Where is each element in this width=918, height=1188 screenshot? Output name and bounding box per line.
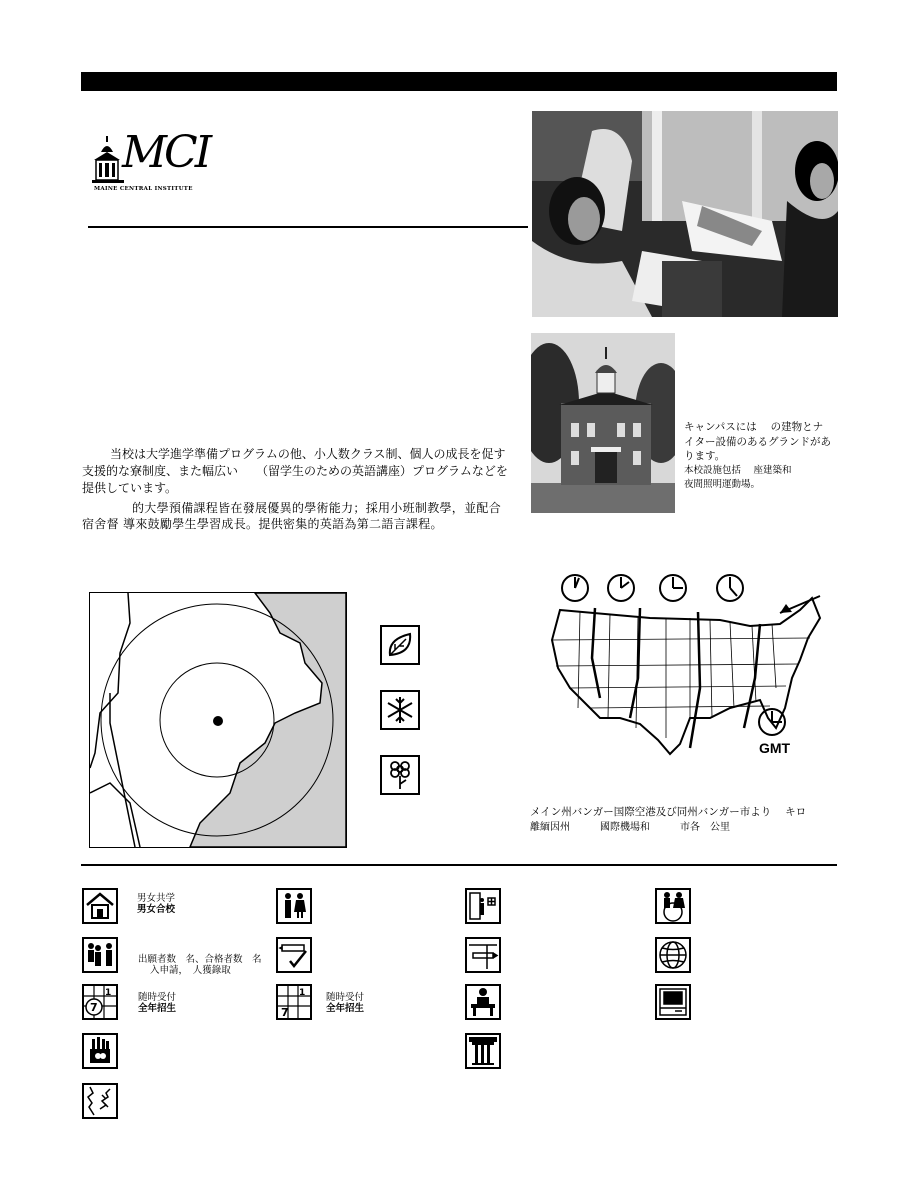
caption-zh-line1: 本校設施包括 座建築和 — [684, 464, 792, 476]
column-pillar-icon — [465, 1033, 501, 1069]
location-map — [89, 592, 347, 848]
computer-icon — [655, 984, 691, 1020]
rolling2-label — [326, 992, 364, 1014]
globe-people-icon — [655, 888, 691, 924]
svg-text:1: 1 — [105, 988, 112, 998]
calendar2-icon — [276, 984, 312, 1020]
divider — [88, 226, 528, 228]
intro-jp-text: 当校は大学進学準備プログラムの他、小人数クラス制、個人の成長を促す支援的な寮制度、また幅広い （留学生のための英語講座）プログラムなどを提供しています。 — [82, 447, 508, 495]
caption-zh-line2: 夜間照明運動場。 — [684, 479, 761, 490]
dorm-room-icon — [465, 888, 501, 924]
rolling1-jp: 随時受付 — [138, 992, 177, 1003]
flower-icon — [380, 755, 420, 795]
header-bar — [81, 72, 837, 91]
logo-monogram: MCI — [122, 127, 210, 178]
leaf-icon — [380, 625, 420, 665]
svg-text:7: 7 — [281, 1006, 289, 1018]
campus-photo — [531, 333, 675, 513]
map-region-icon — [82, 1083, 118, 1119]
applicants-label — [138, 954, 262, 976]
campus-caption — [684, 420, 834, 493]
intro-jp — [82, 446, 512, 497]
distance-zh: 離緬因州 國際機場和 市各 公里 — [530, 822, 730, 833]
caption-jp-line3: ります。 — [684, 450, 726, 462]
globe-icon — [655, 937, 691, 973]
applicants-icon — [82, 937, 118, 973]
test-pencil-icon — [465, 937, 501, 973]
distance-info — [530, 804, 840, 836]
coed-zh: 男女合校 — [137, 904, 176, 915]
coed-house-icon — [82, 888, 118, 924]
rolling2-jp: 随時受付 — [326, 992, 365, 1003]
rolling2-zh: 全年招生 — [326, 1003, 365, 1014]
snowflake-icon — [380, 690, 420, 730]
boys-girls-icon — [276, 888, 312, 924]
calendar-icon — [82, 984, 118, 1020]
intro-zh-text: 的大學預備課程皆在發展優異的學術能力；採用小班制教學，並配合宿舍督 導來鼓勵學生學習成長。提供密集的英語為第二語言課程。 — [82, 501, 502, 531]
svg-text:1: 1 — [299, 988, 306, 998]
caption-jp-line1: キャンパスには の建物とナ — [684, 421, 824, 433]
applicants-jp: 出願者数 名、合格者数 名 — [138, 954, 262, 965]
us-timezone-map — [530, 568, 830, 768]
logo-name: MAINE CENTRAL INSTITUTE — [94, 186, 193, 192]
rolling1-zh: 全年招生 — [138, 1003, 177, 1014]
svg-text:7: 7 — [90, 1001, 98, 1014]
rolling1-label — [138, 992, 176, 1014]
caption-jp-line2: イター設備のあるグランドがあ — [684, 435, 831, 448]
students-photo — [532, 111, 838, 317]
coed-jp: 男女共学 — [137, 893, 176, 904]
coed-label — [137, 893, 175, 915]
divider — [81, 864, 837, 866]
activities-icon — [82, 1033, 118, 1069]
applicants-zh: 入申請， 人獲錄取 — [150, 965, 231, 976]
teacher-desk-icon — [465, 984, 501, 1020]
distance-jp: メイン州バンガー国際空港及び同州バンガー市より キロ — [530, 806, 807, 818]
gmt-label: GMT — [759, 740, 791, 756]
intro-zh — [82, 500, 512, 532]
exam-pencil-icon — [276, 937, 312, 973]
